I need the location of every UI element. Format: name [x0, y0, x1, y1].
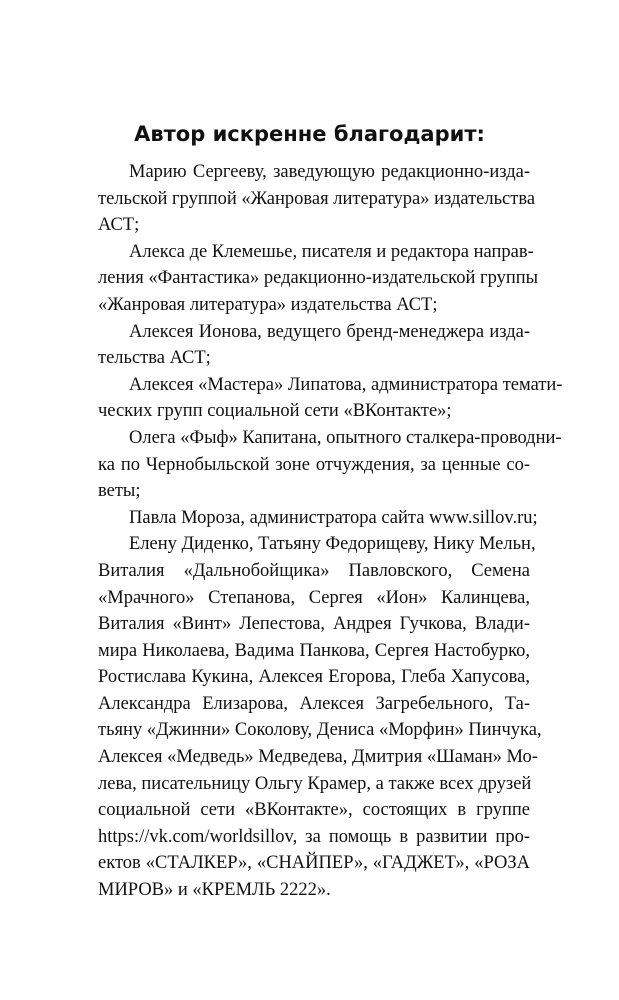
text-line: тельской группой «Жанровая литература» издательства — [98, 188, 536, 209]
text-line: Ростислава Кукина, Алексея Егорова, Глеба Хапусова, — [98, 667, 530, 688]
text-line: ка по Чернобыльской зоне отчуждения, за ценные со- — [98, 454, 530, 475]
text-line: «Мрачного» Степанова, Сергея «Ион» Калинцева, — [98, 587, 530, 608]
text-line: Алексея «Мастера» Липатова, администратора темати- — [129, 374, 563, 395]
text-line: лева, писательницу Ольгу Крамер, а также всех друзей — [98, 773, 532, 794]
text-line: Марию Сергееву, заведующую редакционно-изда- — [129, 162, 530, 182]
text-line: Алексея «Медведь» Медведева, Дмитрия «Шаман» Мо- — [98, 747, 538, 768]
acknowledgement-paragraph — [98, 239, 539, 319]
text-line: Виталия «Дальнобойщика» Павловского, Семена — [98, 560, 530, 581]
acknowledgement-paragraph — [98, 531, 542, 903]
text-line: https://vk.com/worldsillov, за помощь в развитии про- — [98, 826, 530, 847]
acknowledgements-text — [98, 159, 563, 904]
acknowledgement-paragraph — [98, 319, 530, 372]
text-line: Александра Елизарова, Алексея Загребельного, Та- — [98, 693, 530, 714]
acknowledgement-paragraph — [98, 159, 536, 239]
text-line: Павла Мороза, администратора сайта www.sillov.ru; — [129, 507, 538, 528]
acknowledgement-paragraph — [98, 505, 538, 532]
text-line: ческих групп социальной сети «ВКонтакте»; — [98, 401, 452, 422]
page-heading: Автор искренне благодарит: — [134, 122, 485, 146]
text-line: Алекса де Клемешье, писателя и редактора направ- — [129, 241, 534, 262]
text-line: Виталия «Винт» Лепестова, Андрея Гучкова, Влади- — [98, 614, 530, 635]
text-line: тьяну «Джинни» Соколову, Дениса «Морфин» Пинчука, — [98, 720, 542, 741]
text-line: Алексея Ионова, ведущего бренд-менеджера изда- — [129, 321, 530, 342]
text-line: АСТ; — [98, 215, 140, 236]
text-line: веты; — [98, 481, 141, 502]
acknowledgement-paragraph — [98, 425, 562, 505]
text-line: МИРОВ» и «КРЕМЛЬ 2222». — [98, 880, 331, 901]
text-line: тельства АСТ; — [98, 348, 211, 369]
text-line: «Жанровая литература» издательства АСТ; — [98, 294, 438, 315]
text-line: Олега «Фыф» Капитана, опытного сталкера-проводни- — [129, 427, 562, 448]
text-line: ектов «СТАЛКЕР», «СНАЙПЕР», «ГАДЖЕТ», «РОЗА — [98, 853, 530, 874]
text-line: мира Николаева, Вадима Панкова, Сергея Настобурко, — [98, 640, 530, 661]
acknowledgement-paragraph — [98, 372, 563, 425]
text-line: Елену Диденко, Татьяну Федорищеву, Нику Мельн, — [129, 534, 536, 555]
text-line: ления «Фантастика» редакционно-издательской группы — [98, 268, 539, 289]
text-line: социальной сети «ВКонтакте», состоящих в группе — [98, 800, 530, 821]
